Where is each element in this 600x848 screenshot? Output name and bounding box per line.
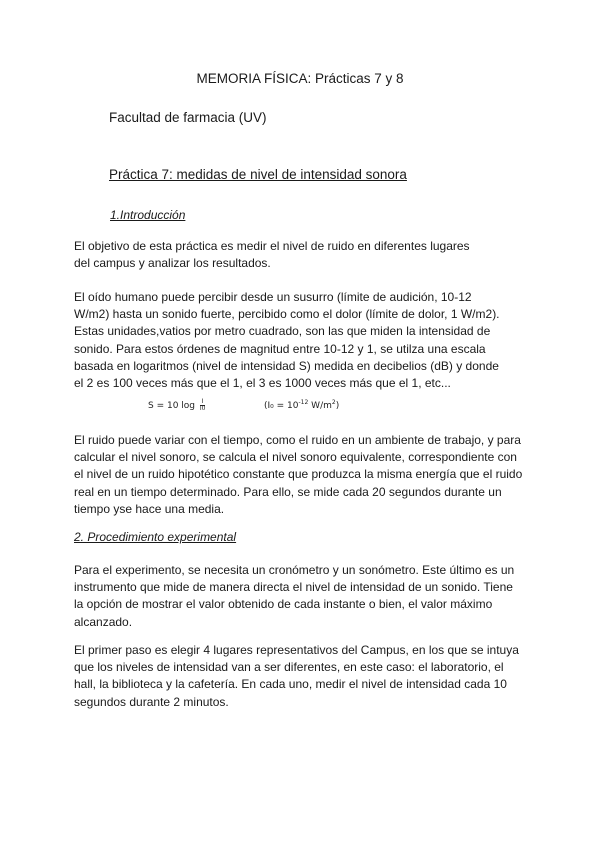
intro-paragraph-3: [74, 432, 534, 518]
text-line: alcanzado.: [74, 614, 133, 629]
text-line: calcular el nivel sonoro, se calcula el nivel sonoro equivalente, correspondiente con: [74, 450, 517, 465]
formula-rhs-unit-exponent: 2: [331, 399, 336, 406]
faculty-line: Facultad de farmacia (UV): [109, 110, 267, 125]
text-line: el 2 es 100 veces más que el 1, el 3 es 1000 veces más que el 1, etc...: [74, 376, 451, 391]
text-line: El oído humano puede percibir desde un susurro (límite de audición, 10-12: [74, 290, 472, 304]
text-line: W/m2) hasta un sonido fuerte, percibido como el dolor (límite de dolor, 1 W/m2).: [74, 307, 500, 322]
text-line: El ruido puede variar con el tiempo, como el ruido en un ambiente de trabajo, y para: [74, 433, 521, 447]
practice-7-heading: Práctica 7: medidas de nivel de intensidad sonora: [109, 167, 407, 182]
document-title: MEMORIA FÍSICA: Prácticas 7 y 8: [196, 71, 404, 86]
text-line: real en un tiempo determinado. Para ello, se mide cada 20 segundos durante un: [74, 484, 502, 499]
text-line: hall, la biblioteca y la cafetería. En cada uno, medir el nivel de intensidad cada 10: [74, 677, 507, 692]
formula-fraction: [200, 399, 206, 412]
text-line: que los niveles de intensidad van a ser diferentes, en este caso: el laboratorio, el: [74, 660, 504, 675]
text-line: Estas unidades,vatios por metro cuadrado, son las que miden la intensidad de: [74, 324, 491, 339]
procedure-heading: 2. Procedimiento experimental: [74, 530, 237, 544]
intro-heading: 1.Introducción: [110, 208, 186, 222]
text-line: sonido. Para estos órdenes de magnitud entre 10-12 y 1, se utilza una escala: [74, 341, 486, 356]
intro-paragraph-2: [74, 289, 534, 392]
procedure-paragraph-2: [74, 642, 534, 711]
reference-intensity-formula: [264, 399, 339, 411]
sound-level-formula: [148, 399, 205, 412]
formula-numerator: I: [201, 398, 204, 405]
text-line: basada en logaritmos (nivel de intensidad S) medida en decibelios (dB) y donde: [74, 358, 499, 373]
formula-rhs-exponent: -12: [298, 399, 309, 406]
intro-paragraph-1: [74, 238, 534, 272]
text-line: el nivel de un ruido hipotético constante que produzca la misma energía que el ruido: [74, 467, 523, 482]
procedure-paragraph-1: [74, 562, 534, 631]
text-line: El objetivo de esta práctica es medir el nivel de ruido en diferentes lugares: [74, 239, 470, 253]
formula-denominator: I0: [199, 405, 206, 412]
text-line: del campus y analizar los resultados.: [74, 256, 271, 271]
formula-lhs: S = 10 log: [148, 401, 196, 411]
text-line: El primer paso es elegir 4 lugares representativos del Campus, en los que se intuya: [74, 643, 519, 657]
formula-rhs-unit: W/m: [308, 401, 332, 411]
text-line: la opción de mostrar el valor obtenido de cada instante o bien, el valor máximo: [74, 597, 493, 612]
text-line: segundos durante 2 minutos.: [74, 694, 229, 709]
text-line: instrumento que mide de manera directa el nivel de intensidad de un sonido. Tiene: [74, 580, 513, 595]
text-line: tiempo yse hace una media.: [74, 501, 225, 516]
formula-rhs-base: (I₀ = 10: [264, 401, 299, 411]
text-line: Para el experimento, se necesita un cronómetro y un sonómetro. Este último es un: [74, 563, 515, 577]
formula-rhs-close: ): [335, 401, 340, 411]
